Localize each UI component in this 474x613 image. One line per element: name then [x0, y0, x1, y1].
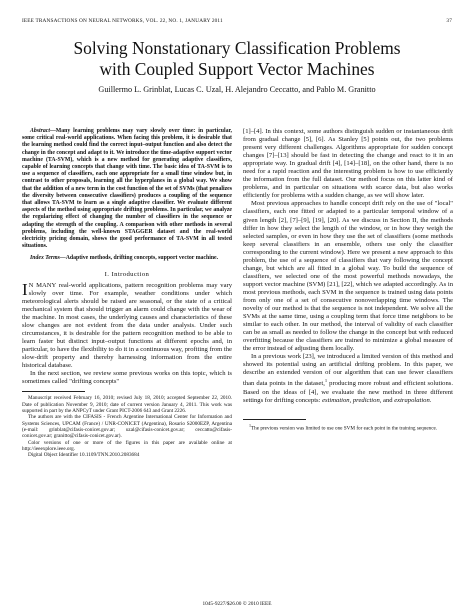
author-list: Guillermo L. Grinblat, Lucas C. Uzal, H. Alejandro Ceccatto, and Pablo M. Granitto: [98, 85, 376, 94]
title-line-1: Solving Nonstationary Classification Problems: [73, 38, 401, 58]
settings-italic-2: extrapolation: [394, 396, 430, 404]
right-paragraph-2: Most previous approaches to handle concept drift rely on the use of "local" classifiers, each one fitted or adapted to a particular temporal window of a given length [2], [7]–[9], [19], [20]. As we discuss in Section II, the methods differ in how they select the length of the window, or in how they weigh the selected samples, or even in how they use the set of classifiers (some methods keep several classifiers in an ensemble, others use only the classifier corresponding to the current window). Here we present a new approach to this problem, the use of a sequence of classifiers that vary following the concept change, but which are all fitted in a global way. To build the sequence of classifiers, we selected one of the most powerful methods nowadays, the support vector machine (SVM) [21], [22], which we adapted accordingly. As in most previous methods, each SVM in the sequence is trained using data points from only one of a set of consecutive nonoverlapping time windows. The novelty of our method is that the sequence is not independent. We solve all the SVMs at the same time, using a coupling term that force time neighbors to be similar to each other. In our method, the interval of validity of each classifier can be as small as needed to follow the change in the concept but with reduced overfitting because the classifiers are trained to minimize a global measure of the error instead of adjusting them locally.: [243, 200, 453, 353]
abstract-lead: Abstract: [30, 128, 50, 134]
index-terms-lead: Index Terms: [30, 255, 60, 262]
paragraph-end: .: [429, 396, 432, 404]
right-footnote-text: The previous version was limited to use one SVM for each point in the training sequence.: [251, 425, 438, 432]
right-paragraph-1: [1]–[4]. In this context, some authors distinguish sudden or instantaneous drift from gradual change [5], [6]. As Stanley [5] points out, the two problems present very different challenges. Algorithms appropriate for sudden concept changes [7]–[13] should be fast in detecting the change and react to it in an appropriate way. In gradual drift [4], [14]–[18], on the other hand, there is no need for a rapid reaction and the interesting problem is how to use efficiently the information from the full dataset. Our method focus on this latter kind of problems, and in particular on situations with scarce data, but also works efficiently for problems with a sudden change, as we will show later.: [243, 128, 453, 200]
section-title-introduction: I. Introduction: [104, 270, 150, 278]
footnote-marker: 1: [324, 378, 328, 384]
footnotes: [22, 395, 232, 458]
paper-title: [0, 38, 474, 80]
abstract-text: —Many learning problems may vary slowly over time: in particular, some critical real-world applications. When facing this problem, it is desirable that the learning method could find the correct input–output function and also detect the change in the concept and adapt to it. We introduce the time-adaptive support vector machine (TA-SVM), which is a new method for generating adaptive classifiers, capable of learning concepts that change with time. The basic idea of TA-SVM is to use a sequence of classifiers, each one appropriate for a small time window but, in contrast to other proposals, learning all the hyperplanes in a global way. We show that the addition of a new term in the cost function of the set of SVMs (that penalizes the diversity between consecutive classifiers) produces a coupling of the sequence that allows TA-SVM to learn as a single adaptive classifier. We evaluate different aspects of the method using appropriate drifting problems. In particular, we analyze the regularizing effect of changing the number of classifiers in the sequence or adapting the strength of the coupling. A comparison with other methods in several problems, including the well-known STAGGER dataset and the real-world electricity pricing domain, shows the good performance of TA-SVM in all tested situations.: [22, 128, 232, 250]
intro-paragraph-1: [22, 279, 232, 371]
footnote-divider: [22, 391, 85, 392]
right-column: [243, 128, 453, 432]
copyright-code: 1045-9227/$26.00 © 2010 IEEE: [202, 601, 272, 607]
right-paragraph-3-tail: producing more robust and efficient solutions. Based on the ideas of [4], we evaluate the new method in three different settings for drifting concepts:: [243, 380, 453, 404]
running-head: [22, 18, 452, 24]
right-paragraph-3: [243, 353, 453, 404]
title-line-2: with Coupled Support Vector Machines: [99, 59, 375, 79]
footnote-affiliation: The authors are with the CIFASIS - French Argentine International Center for Information and Systems Sciences, UPCAM (France) / UNR-CONICET (Argentina), Rosario S2000EZP, Argentina (e-mail: grinblat@cifasis-conicet.gov.ar; uzal@cifasis-conicet.gov.ar; ceccatto@cifasis-conicet.gov.ar; granitto@cifasis-conicet.gov.ar).: [22, 414, 232, 440]
footnote-color: Color versions of one or more of the figures in this paper are available online at http://ieeexplore.ieee.org.: [22, 439, 232, 453]
intro-paragraph-1-text: real-world applications, pattern recognition problems may vary slowly over time. For example, weather conditions under which meteorological alerts should be raised are seasonal, or the state of a critical mechanical system that should trigger an alarm could change with the wear of the machine. In most cases, the underlying causes and characteristics of these slow changes are not evident from the data under analysis. Under such circumstances, it is desirable for the pattern recognition method to be able to learn faster but distinct input–output functions at different epochs and, in particular, to have the flexibility to do it in a continuous way, profiting from the slow-drift property and thereby harnessing information from the entire historical database.: [22, 281, 232, 370]
index-terms: [22, 255, 232, 262]
intro-paragraph-2: In the next section, we review some previous works on this topic, which is sometimes called "drifting concepts": [22, 370, 232, 386]
settings-and: and: [381, 396, 395, 404]
journal-header: IEEE TRANSACTIONS ON NEURAL NETWORKS, VOL. 22, NO. 1, JANUARY 2011: [22, 18, 223, 24]
settings-italic-1: estimation, prediction,: [322, 396, 382, 404]
page-number: 37: [446, 18, 452, 24]
right-paragraph-3-text: In a previous work [23], we introduced a limited version of this method and showed its potential using an artificial drifting problem. In this paper, we describe an extended version of our algorithm that can use fewer classifiers than data points in the dataset,: [243, 353, 453, 388]
abstract: [22, 128, 232, 250]
left-column: [22, 128, 232, 459]
index-terms-text: —Adaptive methods, drifting concepts, support vector machine.: [59, 255, 219, 262]
drop-cap: I: [22, 279, 28, 299]
footnote-doi: Digital Object Identifier 10.1109/TNN.2010.2083684: [28, 452, 140, 459]
intro-first-words: N MANY: [28, 281, 57, 289]
right-footnote-divider: [243, 419, 306, 420]
right-footnote-marker: 1: [249, 422, 251, 428]
right-footnote: [243, 423, 453, 432]
footnote-manuscript: Manuscript received February 16, 2010; revised July 18, 2010; accepted September 22, 2010. Date of publication November 9, 2010; date of current version January 4, 2011. This work was supported in part by the ANPCyT under Grant PICT-2006 643 and Grant 2226.: [22, 395, 232, 414]
